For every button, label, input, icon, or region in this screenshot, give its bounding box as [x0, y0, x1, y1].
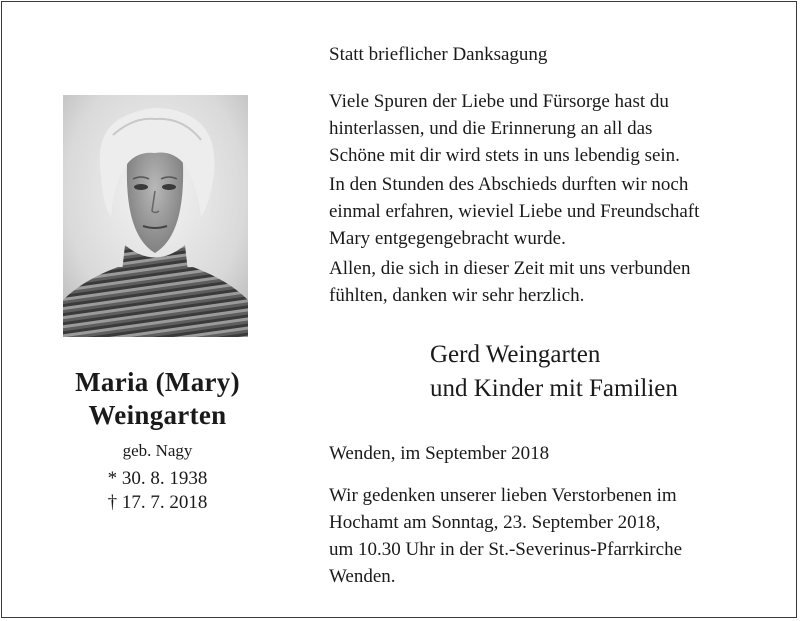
paragraph-line: Allen, die sich in dieser Zeit mit uns verbunden — [329, 258, 691, 279]
memorial-line: Wenden. — [329, 566, 396, 587]
memorial-line: um 10.30 Uhr in der St.-Severinus-Pfarrkirche — [329, 539, 683, 560]
place-and-date — [329, 440, 789, 467]
paragraph-line: Viele Spuren der Liebe und Fürsorge hast du — [329, 91, 669, 112]
signer-line-1: Gerd Weingarten — [430, 341, 601, 368]
deceased-name-last: Weingarten — [88, 400, 227, 430]
signers — [430, 338, 790, 406]
paragraph-line: In den Stunden des Abschieds durften wir noch — [329, 174, 689, 195]
paragraph-line: Mary entgegengebracht wurde. — [329, 228, 566, 249]
paragraph-line: fühlten, danken wir sehr herzlich. — [329, 285, 585, 306]
memorial-line: Wir gedenken unserer lieben Verstorbenen im — [329, 485, 677, 506]
signer-line-2: und Kinder mit Familien — [430, 375, 678, 402]
deceased-name-first: Maria (Mary) — [75, 367, 240, 397]
paragraph-line: hinterlassen, und die Erinnerung an all das — [329, 118, 653, 139]
portrait-photo — [63, 95, 248, 337]
paragraph-3 — [329, 255, 789, 309]
notice-heading — [329, 41, 789, 68]
paragraph-line: einmal erfahren, wieviel Liebe und Freundschaft — [329, 201, 700, 222]
deceased-info — [40, 366, 275, 515]
memorial-mass-notice — [329, 482, 789, 590]
place-date-text: Wenden, im September 2018 — [329, 443, 550, 464]
death-date: † 17. 7. 2018 — [107, 492, 208, 513]
birth-date: * 30. 8. 1938 — [107, 468, 208, 489]
maiden-name: geb. Nagy — [122, 441, 193, 460]
paragraph-2 — [329, 171, 789, 252]
paragraph-line: Schöne mit dir wird stets in uns lebendig sein. — [329, 145, 680, 166]
paragraph-1 — [329, 88, 789, 169]
memorial-line: Hochamt am Sonntag, 23. September 2018, — [329, 512, 661, 533]
heading-text: Statt brieflicher Danksagung — [329, 44, 548, 65]
